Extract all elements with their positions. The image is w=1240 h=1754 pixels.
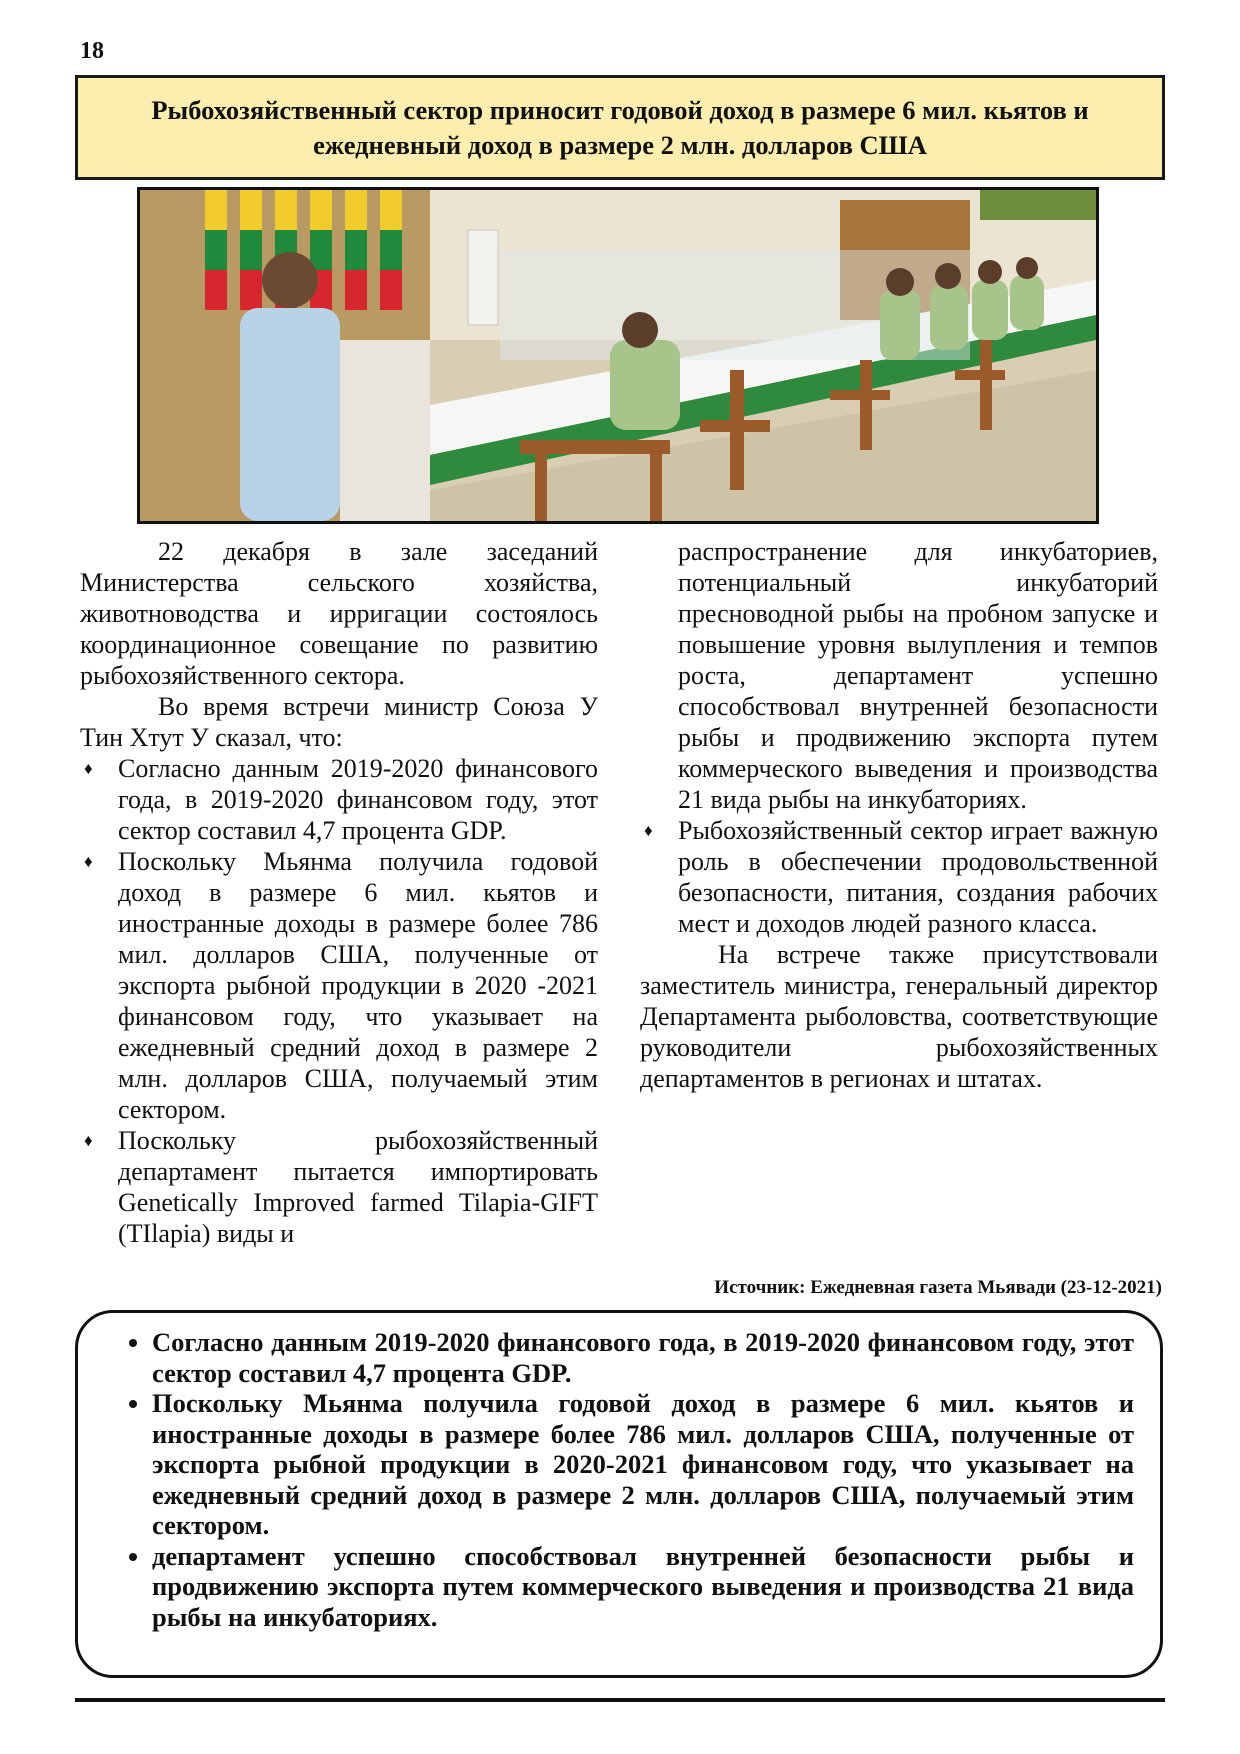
- list-item: ♦ Рыбохозяйственный сектор играет важную роль в обеспечении продовольственной безопасности, питания, создания рабочих мест и доходов людей разного класса.: [640, 815, 1158, 939]
- article-bullet-list: [80, 753, 598, 1249]
- article-closing: На встрече также присутствовали заместитель министра, генеральный директор Департамента рыболовства, соответствующие руководители рыбохозяйственных департаментов в регионах и штатах.: [640, 940, 1158, 1093]
- list-item: ♦ Согласно данным 2019-2020 финансового года, в 2019-2020 финансовом году, этот сектор составил 4,7 процента GDP.: [80, 753, 598, 846]
- summary-box: [75, 1310, 1163, 1678]
- article-bullet-list-right: [640, 815, 1158, 939]
- meeting-photo: [137, 187, 1099, 524]
- article-title: Рыбохозяйственный сектор приносит годовой доход в размере 6 мил. кьятов и ежедневный доход в размере 2 млн. долларов США: [151, 94, 1089, 160]
- list-item: ♦ Поскольку рыбохозяйственный департамент пытается импортировать Genetically Improved farmed Tilapia-GIFT (TIlapia) виды и: [80, 1125, 598, 1249]
- article-lead: Во время встречи министр Союза У Тин Хтут У сказал, что:: [80, 692, 598, 752]
- summary-item: • Поскольку Мьянма получила годовой доход в размере 6 мил. кьятов и иностранные доходы в размере более 786 мил. долларов США, полученные от экспорта рыбной продукции в 2020-2021 финансовом году, что указывает на ежедневный средний доход в размере 2 млн. долларов США, получаемый этим сектором.: [152, 1388, 1134, 1541]
- meeting-photo-illustration: [140, 190, 1096, 521]
- summary-list: [104, 1327, 1134, 1632]
- bottom-divider: [75, 1698, 1165, 1702]
- summary-item: • департамент успешно способствовал внутренней безопасности рыбы и продвижению экспорта путем коммерческого выведения и производства 21 вида рыбы на инкубаториях.: [152, 1541, 1134, 1633]
- source-citation: Источник: Ежедневная газета Мьявади (23-12-2021): [714, 1277, 1162, 1298]
- article-column-right: [640, 536, 1158, 1094]
- list-item: ♦ Поскольку Мьянма получила годовой доход в размере 6 мил. кьятов и иностранные доходы в размере более 786 мил. долларов США, полученные от экспорта рыбной продукции в 2020 -2021 финансовом году, что указывает на ежедневный средний доход в размере 2 млн. долларов США, получаемый этим сектором.: [80, 846, 598, 1125]
- article-intro: 22 декабря в зале заседаний Министерства сельского хозяйства, животноводства и ирригации состоялось координационное совещание по развитию рыбохозяйственного сектора.: [80, 537, 598, 690]
- page-number: 18: [80, 38, 104, 64]
- title-banner: [75, 75, 1165, 180]
- summary-item: • Согласно данным 2019-2020 финансового года, в 2019-2020 финансовом году, этот сектор составил 4,7 процента GDP.: [152, 1327, 1134, 1388]
- article-column-left: [80, 536, 598, 1249]
- article-continuation: распространение для инкубаториев, потенциальный инкубаторий пресноводной рыбы на пробном запуске и повышение уровня вылупления и темпов роста, департамент успешно способствовал внутренней безопасности рыбы и продвижению экспорта путем коммерческого выведения и производства 21 вида рыбы на инкубаториях.: [678, 537, 1158, 814]
